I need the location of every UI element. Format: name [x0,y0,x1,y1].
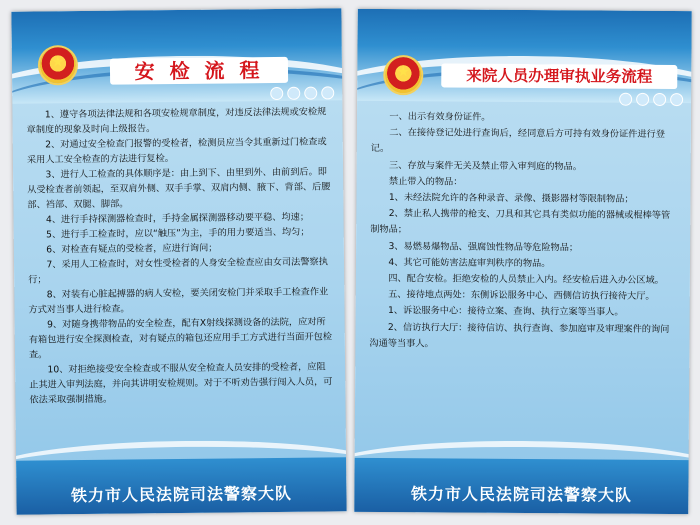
poster-header [11,8,342,103]
list-item: 一、出示有效身份证件。 [389,111,491,123]
list-item: 禁止带入的物品： [388,175,463,188]
decorative-dots [270,86,334,100]
poster-title: 安 检 流 程 [110,57,288,85]
police-emblem-icon [40,47,76,83]
list-item: 2、禁止私人携带的枪支、刀具和其它具有类似功能的器械或棍棒等管制物品； [370,208,671,236]
list-item: 7、采用人工检查时，对女性受检者的人身安全检查应由女司法警察执行； [28,256,328,286]
list-item: 二、在接待登记处进行查询后，经同意后方可持有效身份证件进行登记。 [370,127,665,155]
list-item: 1、未经法院允许的各种录音、录像、摄影器材等限制物品； [388,192,634,205]
footer-org-name: 铁力市人民法院司法警察大队 [70,483,293,506]
list-item: 6、对检查有疑点的受检者，应进行询问； [46,242,218,256]
list-item: 1、诉讼服务中心：接待立案、查询、执行立案等当事人。 [388,305,624,319]
footer-org-name: 铁力市人民法院司法警察大队 [410,484,632,505]
list-item: 3、易燃易爆物品、强腐蚀性物品等危险物品； [388,240,579,254]
poster-title: 来院人员办理审执业务流程 [441,63,677,89]
list-item: 五、接待地点两处：东侧诉讼服务中心、西侧信访执行接待大厅。 [388,289,655,303]
list-item: 4、进行手持探测器检查时，手持金属探测器移动要平稳、均速； [45,211,310,226]
police-emblem-icon [385,57,421,93]
poster-footer [354,458,688,514]
list-item: 8、对装有心脏起搏器的病人安检，要关闭安检门并采取手工检查作业方式对当事人进行检查。 [28,286,329,316]
list-item: 10、对拒绝接受安全检查或不服从安全检查人员安排的受检者，应阻止其进入审判法庭，并向其讲明安检规则。对于不听劝告强行闯入人员，可依法采取强制措施。 [29,361,333,406]
list-item: 2、对通过安全检查门报警的受检者，检测员应当令其重新过门检查或采用人工安全检查的方法进行复检。 [26,136,327,166]
list-item: 3、进行人工检查的具体顺序是：由上到下、由里到外、由前到后。即从受检查者前领起，至双肩外侧、双手手掌、双肩内侧、腋下、背部、后腰部、裆部、双腿、脚部。 [27,166,331,211]
list-item: 5、进行手工检查时，应以“触压”为主，手的用力要适当、均匀； [46,226,310,241]
poster-header [357,9,692,103]
list-item: 4、其它可能妨害法庭审判秩序的物品。 [388,256,551,270]
list-item: 四、配合安检。拒绝安检的人员禁止入内。经安检后进入办公区域。 [388,273,664,287]
decorative-dots [619,93,683,106]
poster-footer [16,457,347,514]
poster-body [369,109,677,354]
list-item: 2、信访执行大厅：接待信访、执行查询、参加庭审及审理案件的询问沟通等当事人。 [369,321,670,350]
list-item: 三、存放与案件无关及禁止带入审判庭的物品。 [389,159,583,173]
poster-body [26,104,333,407]
security-check-poster [11,8,346,514]
list-item: 9、对随身携带物品的安全检查，配有X射线探测设备的法院，应对所有箱包进行安全探测检查，对有疑点的箱包还应用手工方式进行当面开包检查。 [28,316,333,361]
visitor-procedure-poster [354,9,692,514]
list-item: 1、遵守各项法律法规和各项安检规章制度，对违反法律法规或安检规章制度的现象及时向上级报告。 [26,106,327,136]
